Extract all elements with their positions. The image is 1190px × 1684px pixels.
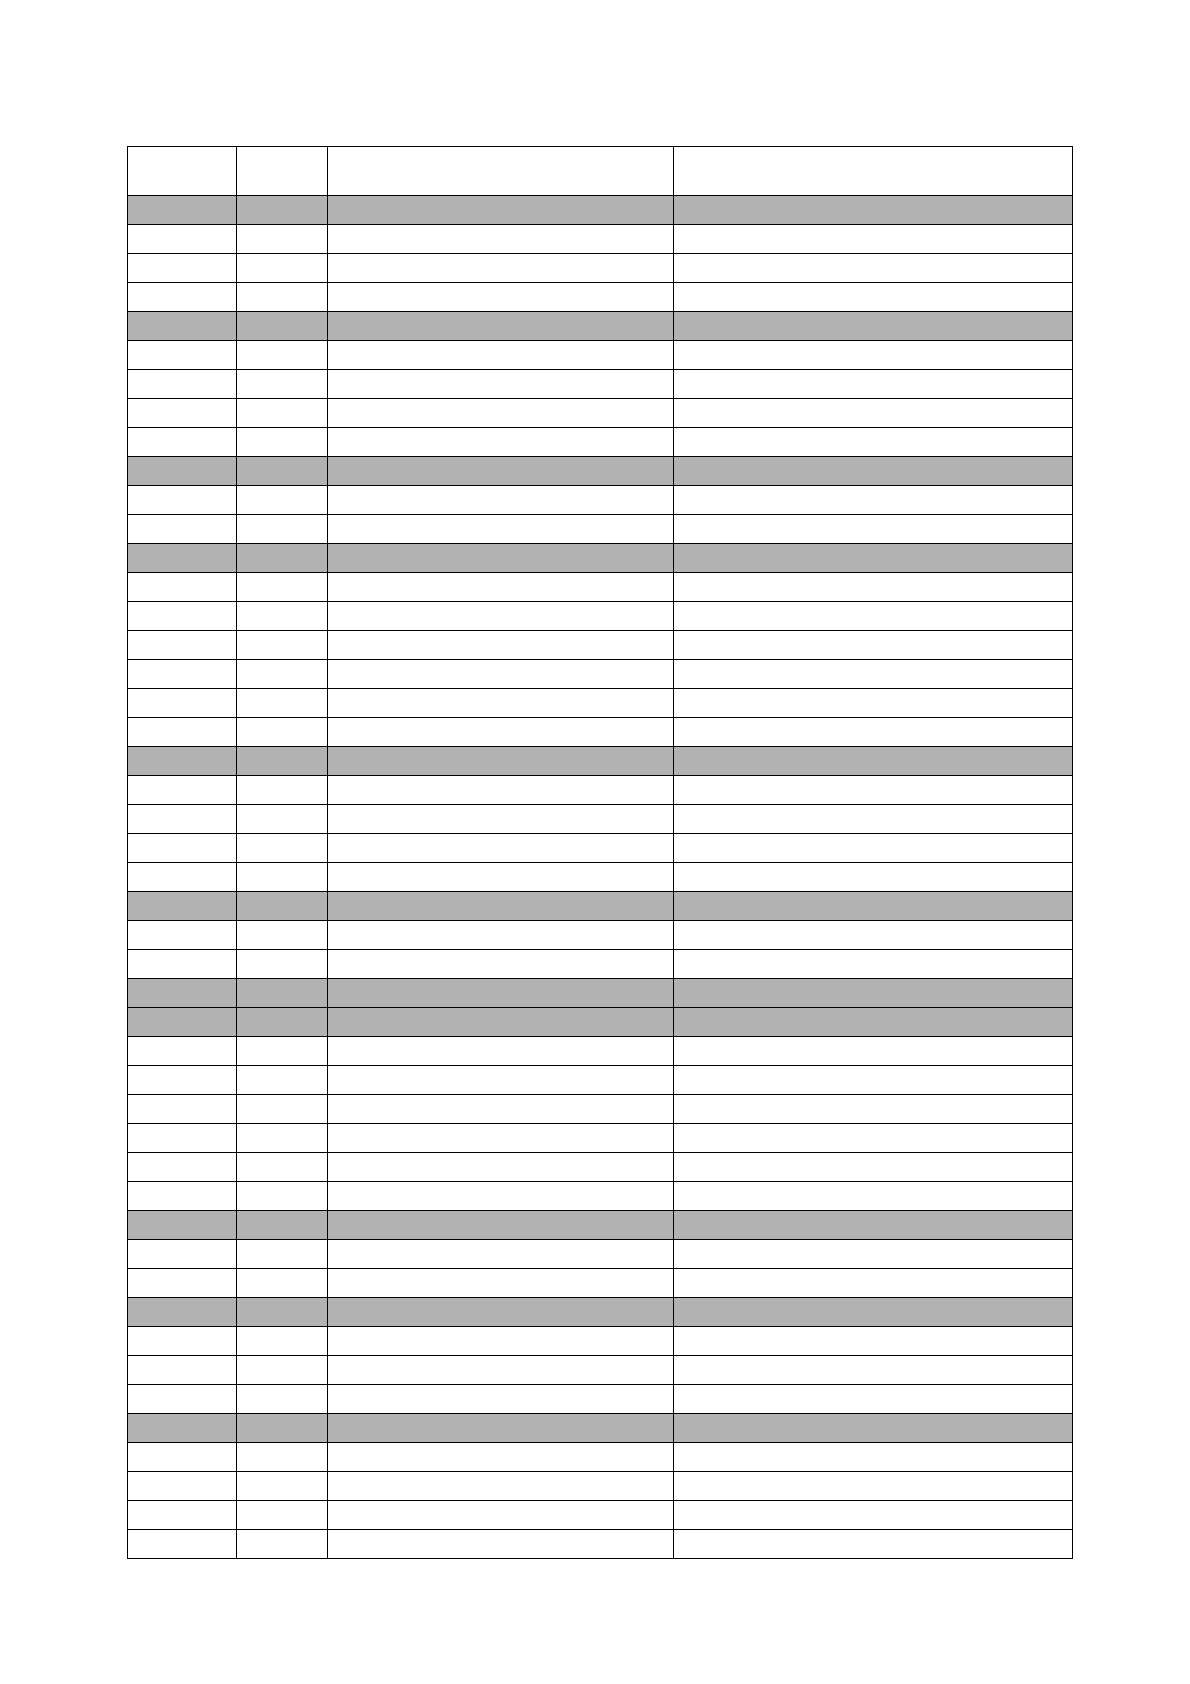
header-cell bbox=[328, 147, 674, 196]
table-cell bbox=[328, 225, 674, 254]
table-cell bbox=[237, 1008, 328, 1037]
table-cell bbox=[328, 631, 674, 660]
table-cell bbox=[128, 1008, 237, 1037]
table-cell bbox=[674, 1095, 1073, 1124]
table-row bbox=[128, 1530, 1073, 1559]
table-cell bbox=[128, 1530, 237, 1559]
table-cell bbox=[128, 1182, 237, 1211]
table-cell bbox=[128, 283, 237, 312]
table-cell bbox=[328, 1182, 674, 1211]
table-cell bbox=[237, 254, 328, 283]
table-cell bbox=[328, 1385, 674, 1414]
table-cell bbox=[328, 428, 674, 457]
table-cell bbox=[128, 805, 237, 834]
table-cell bbox=[128, 1153, 237, 1182]
table-cell bbox=[328, 283, 674, 312]
table-cell bbox=[128, 399, 237, 428]
table-row bbox=[128, 1385, 1073, 1414]
section-row bbox=[128, 312, 1073, 341]
section-row bbox=[128, 196, 1073, 225]
table-cell bbox=[237, 1327, 328, 1356]
table-cell bbox=[128, 747, 237, 776]
table-cell bbox=[674, 370, 1073, 399]
table-cell bbox=[328, 1124, 674, 1153]
table-cell bbox=[128, 486, 237, 515]
section-row bbox=[128, 892, 1073, 921]
table-cell bbox=[674, 863, 1073, 892]
table-cell bbox=[674, 1356, 1073, 1385]
table-row bbox=[128, 602, 1073, 631]
table-cell bbox=[674, 254, 1073, 283]
table-cell bbox=[674, 1298, 1073, 1327]
table-cell bbox=[128, 1298, 237, 1327]
table-cell bbox=[128, 689, 237, 718]
table-cell bbox=[328, 863, 674, 892]
header-cell bbox=[674, 147, 1073, 196]
header-cell bbox=[128, 147, 237, 196]
table-cell bbox=[328, 660, 674, 689]
table-cell bbox=[237, 515, 328, 544]
table-cell bbox=[674, 1124, 1073, 1153]
table-cell bbox=[328, 892, 674, 921]
table-cell bbox=[674, 805, 1073, 834]
table-cell bbox=[128, 1211, 237, 1240]
table-cell bbox=[128, 370, 237, 399]
table-cell bbox=[128, 312, 237, 341]
table-row bbox=[128, 1066, 1073, 1095]
table-row bbox=[128, 834, 1073, 863]
table-cell bbox=[674, 1066, 1073, 1095]
table-row bbox=[128, 486, 1073, 515]
table-cell bbox=[237, 1356, 328, 1385]
table-cell bbox=[237, 1298, 328, 1327]
table-cell bbox=[128, 1124, 237, 1153]
table-row bbox=[128, 1269, 1073, 1298]
table-cell bbox=[328, 341, 674, 370]
table-header-row bbox=[128, 147, 1073, 196]
table-cell bbox=[237, 776, 328, 805]
table-cell bbox=[237, 1443, 328, 1472]
table-cell bbox=[128, 1327, 237, 1356]
table-cell bbox=[237, 631, 328, 660]
table-row bbox=[128, 1356, 1073, 1385]
table-cell bbox=[237, 544, 328, 573]
table-cell bbox=[674, 1443, 1073, 1472]
table-cell bbox=[237, 689, 328, 718]
table-row bbox=[128, 805, 1073, 834]
section-row bbox=[128, 1008, 1073, 1037]
table-cell bbox=[128, 1356, 237, 1385]
table-cell bbox=[128, 225, 237, 254]
table-cell bbox=[674, 602, 1073, 631]
table-row bbox=[128, 515, 1073, 544]
table-cell bbox=[674, 399, 1073, 428]
table-cell bbox=[328, 1501, 674, 1530]
table-cell bbox=[674, 979, 1073, 1008]
table-cell bbox=[237, 312, 328, 341]
table-cell bbox=[128, 1037, 237, 1066]
table-cell bbox=[237, 370, 328, 399]
table-cell bbox=[237, 1501, 328, 1530]
table-cell bbox=[237, 341, 328, 370]
table-cell bbox=[128, 776, 237, 805]
table-cell bbox=[328, 805, 674, 834]
table-cell bbox=[128, 1269, 237, 1298]
section-row bbox=[128, 457, 1073, 486]
table-cell bbox=[128, 1501, 237, 1530]
table-cell bbox=[128, 341, 237, 370]
table-row bbox=[128, 341, 1073, 370]
table-cell bbox=[674, 1327, 1073, 1356]
table-cell bbox=[237, 1124, 328, 1153]
table-cell bbox=[128, 196, 237, 225]
table-cell bbox=[328, 312, 674, 341]
table-cell bbox=[128, 863, 237, 892]
table-cell bbox=[128, 631, 237, 660]
table-cell bbox=[128, 1443, 237, 1472]
table-cell bbox=[237, 1269, 328, 1298]
header-cell bbox=[237, 147, 328, 196]
table-row bbox=[128, 1443, 1073, 1472]
table-cell bbox=[328, 399, 674, 428]
table-cell bbox=[237, 283, 328, 312]
table-row bbox=[128, 776, 1073, 805]
table-cell bbox=[674, 892, 1073, 921]
table-cell bbox=[237, 1385, 328, 1414]
table-cell bbox=[674, 196, 1073, 225]
table-cell bbox=[328, 1066, 674, 1095]
table-cell bbox=[237, 428, 328, 457]
table-cell bbox=[674, 1269, 1073, 1298]
table-cell bbox=[237, 457, 328, 486]
table-cell bbox=[237, 1414, 328, 1443]
table-row bbox=[128, 1501, 1073, 1530]
table-row bbox=[128, 1124, 1073, 1153]
table-cell bbox=[328, 515, 674, 544]
table-cell bbox=[674, 573, 1073, 602]
table-cell bbox=[674, 689, 1073, 718]
table-cell bbox=[128, 921, 237, 950]
table-cell bbox=[237, 718, 328, 747]
table-cell bbox=[328, 1269, 674, 1298]
table-cell bbox=[328, 1298, 674, 1327]
section-row bbox=[128, 1414, 1073, 1443]
table-cell bbox=[128, 834, 237, 863]
section-row bbox=[128, 1211, 1073, 1240]
table-row bbox=[128, 950, 1073, 979]
table-cell bbox=[328, 1211, 674, 1240]
table-cell bbox=[237, 1472, 328, 1501]
section-row bbox=[128, 544, 1073, 573]
section-row bbox=[128, 747, 1073, 776]
table-cell bbox=[328, 1153, 674, 1182]
table-body bbox=[128, 147, 1073, 1559]
table-row bbox=[128, 254, 1073, 283]
table-cell bbox=[237, 1182, 328, 1211]
table-cell bbox=[128, 573, 237, 602]
table-cell bbox=[128, 950, 237, 979]
table-cell bbox=[328, 457, 674, 486]
table-cell bbox=[128, 428, 237, 457]
table-cell bbox=[674, 428, 1073, 457]
section-row bbox=[128, 979, 1073, 1008]
table-cell bbox=[328, 1530, 674, 1559]
table-row bbox=[128, 428, 1073, 457]
table-cell bbox=[674, 225, 1073, 254]
table-cell bbox=[328, 1356, 674, 1385]
table-cell bbox=[674, 312, 1073, 341]
table-cell bbox=[328, 1327, 674, 1356]
table-cell bbox=[674, 660, 1073, 689]
table-cell bbox=[328, 573, 674, 602]
table-row bbox=[128, 1182, 1073, 1211]
table-cell bbox=[328, 689, 674, 718]
table-cell bbox=[674, 1153, 1073, 1182]
table-row bbox=[128, 1095, 1073, 1124]
table-cell bbox=[328, 196, 674, 225]
table-cell bbox=[674, 1472, 1073, 1501]
table-cell bbox=[328, 1414, 674, 1443]
table-cell bbox=[237, 747, 328, 776]
section-row bbox=[128, 1298, 1073, 1327]
table-cell bbox=[237, 805, 328, 834]
table-cell bbox=[237, 573, 328, 602]
table-cell bbox=[328, 1095, 674, 1124]
table-cell bbox=[674, 1240, 1073, 1269]
table-cell bbox=[237, 486, 328, 515]
table-cell bbox=[674, 1530, 1073, 1559]
table-cell bbox=[237, 921, 328, 950]
table-cell bbox=[237, 399, 328, 428]
table-cell bbox=[328, 544, 674, 573]
table-cell bbox=[674, 1385, 1073, 1414]
table-cell bbox=[237, 863, 328, 892]
table-row bbox=[128, 1240, 1073, 1269]
table-cell bbox=[237, 196, 328, 225]
table-cell bbox=[237, 602, 328, 631]
table-cell bbox=[128, 544, 237, 573]
table-cell bbox=[674, 486, 1073, 515]
table-row bbox=[128, 573, 1073, 602]
table-cell bbox=[674, 950, 1073, 979]
table-cell bbox=[128, 892, 237, 921]
table-cell bbox=[237, 1095, 328, 1124]
table-row bbox=[128, 631, 1073, 660]
table-cell bbox=[237, 979, 328, 1008]
table-cell bbox=[128, 254, 237, 283]
table-row bbox=[128, 399, 1073, 428]
table-cell bbox=[237, 1530, 328, 1559]
table-cell bbox=[328, 776, 674, 805]
table-cell bbox=[128, 1385, 237, 1414]
table-cell bbox=[128, 660, 237, 689]
table-cell bbox=[237, 1240, 328, 1269]
table-row bbox=[128, 225, 1073, 254]
table-cell bbox=[328, 602, 674, 631]
table-cell bbox=[328, 1008, 674, 1037]
table-cell bbox=[674, 341, 1073, 370]
table-cell bbox=[674, 1414, 1073, 1443]
table-cell bbox=[674, 1211, 1073, 1240]
table-cell bbox=[674, 1008, 1073, 1037]
table-row bbox=[128, 863, 1073, 892]
table-cell bbox=[328, 834, 674, 863]
table-row bbox=[128, 1153, 1073, 1182]
table-cell bbox=[237, 225, 328, 254]
table-cell bbox=[674, 283, 1073, 312]
table-cell bbox=[128, 718, 237, 747]
table-cell bbox=[328, 1037, 674, 1066]
table-cell bbox=[328, 747, 674, 776]
table-cell bbox=[674, 1182, 1073, 1211]
table-cell bbox=[128, 979, 237, 1008]
table-cell bbox=[237, 1211, 328, 1240]
table-cell bbox=[128, 1066, 237, 1095]
table-cell bbox=[128, 1472, 237, 1501]
table-cell bbox=[674, 718, 1073, 747]
table-row bbox=[128, 660, 1073, 689]
table-cell bbox=[328, 718, 674, 747]
table-cell bbox=[674, 921, 1073, 950]
table-row bbox=[128, 921, 1073, 950]
table-row bbox=[128, 718, 1073, 747]
table-cell bbox=[674, 457, 1073, 486]
table-cell bbox=[328, 254, 674, 283]
table-row bbox=[128, 283, 1073, 312]
table-cell bbox=[674, 776, 1073, 805]
table-row bbox=[128, 689, 1073, 718]
table-cell bbox=[237, 1037, 328, 1066]
table-cell bbox=[674, 747, 1073, 776]
table-cell bbox=[237, 892, 328, 921]
table-cell bbox=[237, 950, 328, 979]
table-cell bbox=[128, 457, 237, 486]
table-row bbox=[128, 1327, 1073, 1356]
table-cell bbox=[328, 370, 674, 399]
document-table bbox=[127, 146, 1073, 1559]
table-cell bbox=[328, 1240, 674, 1269]
table-cell bbox=[674, 515, 1073, 544]
table-cell bbox=[674, 544, 1073, 573]
table-cell bbox=[328, 950, 674, 979]
table-cell bbox=[674, 1037, 1073, 1066]
table-row bbox=[128, 1472, 1073, 1501]
table-cell bbox=[328, 979, 674, 1008]
table-cell bbox=[237, 834, 328, 863]
table-cell bbox=[128, 1414, 237, 1443]
table-cell bbox=[128, 1095, 237, 1124]
table-cell bbox=[237, 1153, 328, 1182]
table-cell bbox=[328, 486, 674, 515]
table-cell bbox=[328, 1443, 674, 1472]
table-cell bbox=[328, 921, 674, 950]
table-cell bbox=[328, 1472, 674, 1501]
table-row bbox=[128, 370, 1073, 399]
table-cell bbox=[674, 1501, 1073, 1530]
table-cell bbox=[128, 602, 237, 631]
table-cell bbox=[237, 1066, 328, 1095]
table-cell bbox=[674, 631, 1073, 660]
table-cell bbox=[237, 660, 328, 689]
table-cell bbox=[674, 834, 1073, 863]
table-cell bbox=[128, 1240, 237, 1269]
table-cell bbox=[128, 515, 237, 544]
table-row bbox=[128, 1037, 1073, 1066]
